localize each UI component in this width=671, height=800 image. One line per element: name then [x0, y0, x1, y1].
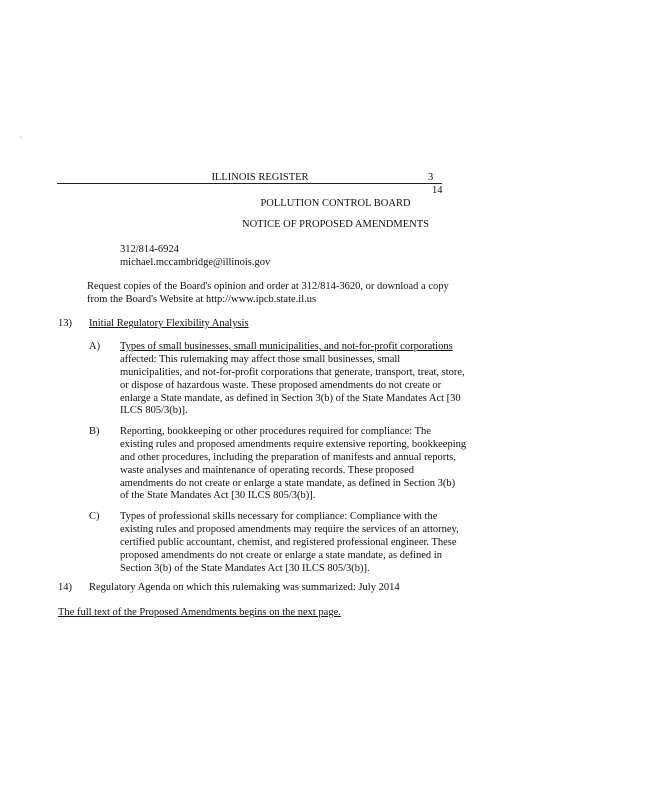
- subsection-b-line-1: Reporting, bookkeeping or other procedures required for compliance: The: [120, 426, 431, 437]
- contact-email: michael.mccambridge@illinois.gov: [120, 257, 271, 268]
- request-line-1: Request copies of the Board's opinion and order at 312/814-3620, or download a copy: [87, 281, 449, 292]
- subsection-c-line-3: certified public accountant, chemist, and registered professional engineer. These: [120, 536, 457, 548]
- register-header-title: ILLINOIS REGISTER: [211, 172, 309, 183]
- section-14-number: 14): [58, 582, 72, 593]
- request-line-2: from the Board's Website at http://www.ipcb.state.il.us: [87, 294, 317, 305]
- notice-title: NOTICE OF PROPOSED AMENDMENTS: [242, 219, 429, 230]
- agency-heading: POLLUTION CONTROL BOARD: [260, 198, 411, 209]
- subsection-a-line-4: or dispose of hazardous waste. These proposed amendments do not create or: [120, 379, 442, 391]
- subsection-a-line-2: affected: This rulemaking may affect those small businesses, small: [120, 353, 401, 365]
- subsection-a-line-6: ILCS 805/3(b)].: [120, 405, 188, 417]
- subsection-a-line-5: enlarge a State mandate, as defined in Section 3(b) of the State Mandates Act [30: [120, 392, 461, 404]
- subsection-a-text: [120, 340, 465, 417]
- subsection-b-line-5: amendments do not create or enlarge a state mandate, as defined in Section 3(b): [120, 477, 456, 489]
- subsection-b-line-6: of the State Mandates Act [30 ILCS 805/3(b)].: [120, 490, 316, 502]
- scan-speck: .: [20, 131, 22, 140]
- subsection-a-line-3: municipalities, and not-for-profit corporations that generate, transport, treat, store,: [120, 366, 465, 378]
- contact-phone: 312/814-6924: [120, 244, 179, 255]
- subsection-b-letter: B): [89, 426, 100, 437]
- subsection-c-line-1: Types of professional skills necessary for compliance: Compliance with the: [120, 511, 438, 522]
- subsection-a-letter: A): [89, 341, 101, 352]
- register-page-number: 3: [428, 172, 434, 183]
- subsection-c-line-5: Section 3(b) of the State Mandates Act [30 ILCS 805/3(b)].: [120, 562, 370, 574]
- full-text-note: The full text of the Proposed Amendments begins on the next page.: [58, 607, 341, 618]
- header-rule: [57, 183, 442, 184]
- section-13-title: Initial Regulatory Flexibility Analysis: [89, 318, 249, 329]
- register-issue-number: 14: [432, 185, 443, 196]
- section-14-text: Regulatory Agenda on which this rulemaking was summarized: July 2014: [89, 582, 400, 593]
- subsection-a-line-1: Types of small businesses, small municipalities, and not-for-profit corporations: [120, 341, 453, 352]
- subsection-b-line-2: existing rules and proposed amendments require extensive reporting, bookkeeping: [120, 438, 467, 450]
- subsection-c-line-4: proposed amendments do not create or enlarge a state mandate, as defined in: [120, 549, 442, 561]
- subsection-b-line-4: waste analyses and maintenance of operating records. These proposed: [120, 464, 414, 476]
- section-13-number: 13): [58, 318, 72, 329]
- subsection-c-line-2: existing rules and proposed amendments may require the services of an attorney,: [120, 523, 459, 535]
- subsection-c-letter: C): [89, 511, 100, 522]
- subsection-c-text: [120, 510, 459, 574]
- subsection-b-text: [120, 425, 466, 502]
- subsection-b-line-3: and other procedures, including the preparation of manifests and annual reports,: [120, 451, 456, 463]
